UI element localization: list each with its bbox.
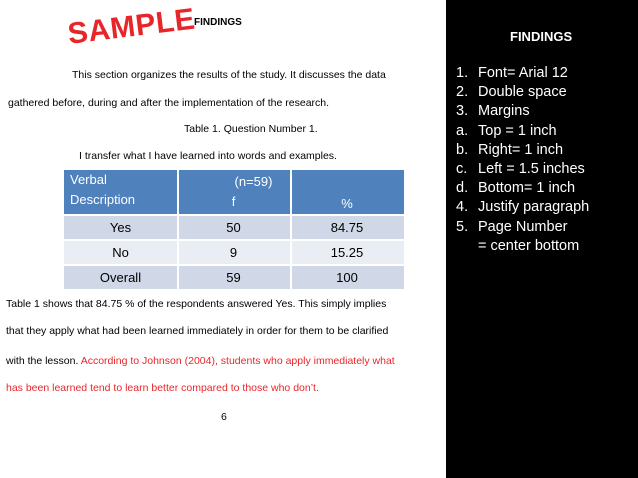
row-frequency: 50 (226, 220, 241, 235)
row-percent: 15.25 (330, 245, 364, 260)
header-frequency (177, 170, 290, 214)
list-text: Justify paragraph (478, 199, 590, 216)
results-table (64, 170, 404, 289)
citation-text: According to Johnson (2004), students who apply immediately what (80, 355, 395, 367)
list-text: = center bottom (478, 237, 580, 254)
list-marker: d. (456, 180, 469, 197)
column-divider (290, 170, 292, 289)
row-frequency: 9 (229, 245, 238, 260)
list-marker: 1. (456, 65, 469, 81)
list-text: Top = 1 inch (478, 122, 557, 139)
list-item (456, 122, 589, 141)
list-marker (456, 237, 478, 256)
sample-watermark: SAMPLE (65, 2, 198, 51)
list-item (456, 160, 589, 179)
body-line-1: Table 1 shows that 84.75 % of the respondents answered Yes. This simply implies (6, 298, 387, 310)
header-f: f (231, 194, 236, 209)
header-verbal: Verbal (70, 172, 107, 187)
table-row (64, 241, 404, 264)
table-row (64, 216, 404, 239)
header-verbal-description (64, 170, 177, 214)
header-percent: % (341, 196, 353, 211)
list-text: Left = 1.5 inches (478, 161, 585, 178)
body-line-4: has been learned tend to learn better compared to those who don’t. (6, 382, 319, 394)
table-row (64, 266, 404, 289)
row-frequency: 59 (226, 270, 241, 285)
list-item (456, 218, 589, 237)
list-item (456, 237, 589, 256)
row-label: Overall (99, 270, 142, 285)
document-heading: FINDINGS (194, 17, 242, 28)
body-line-3 (6, 355, 395, 367)
list-item (456, 83, 589, 102)
list-text: Font= Arial 12 (478, 65, 568, 81)
intro-line-1: This section organizes the results of the study. It discusses the data (72, 69, 386, 81)
list-marker: 3. (456, 103, 469, 120)
list-marker: 5. (456, 218, 469, 235)
row-percent: 84.75 (330, 220, 364, 235)
list-marker: b. (456, 141, 469, 158)
page-number: 6 (221, 411, 227, 423)
row-label: No (112, 245, 129, 260)
list-item (456, 141, 589, 160)
body-line-2: that they apply what had been learned immediately in order for them to be clarified (6, 325, 389, 337)
list-marker: 2. (456, 84, 469, 101)
list-text: Margins (478, 103, 530, 120)
table-caption: Table 1. Question Number 1. (184, 123, 318, 135)
list-item (456, 198, 589, 217)
list-text: Right= 1 inch (478, 141, 564, 158)
body-line-3-text: with the lesson. (6, 355, 81, 367)
table-header-row (64, 170, 404, 214)
list-marker: 4. (456, 199, 469, 216)
list-marker: c. (456, 161, 468, 178)
list-item (456, 64, 589, 83)
list-text: Bottom= 1 inch (478, 180, 576, 197)
list-item (456, 102, 589, 121)
list-text: Page Number (478, 218, 568, 235)
row-label: Yes (109, 220, 132, 235)
header-n: (n=59) (234, 174, 273, 189)
list-marker: a. (456, 122, 469, 139)
list-item (456, 179, 589, 198)
intro-line-2: gathered before, during and after the implementation of the research. (8, 97, 330, 109)
panel-title: FINDINGS (510, 29, 573, 44)
list-text: Double space (478, 84, 567, 101)
column-divider (177, 170, 179, 289)
survey-question: I transfer what I have learned into words and examples. (79, 150, 337, 162)
header-description: Description (70, 192, 136, 207)
guidelines-list (456, 64, 589, 256)
row-percent: 100 (336, 270, 358, 285)
